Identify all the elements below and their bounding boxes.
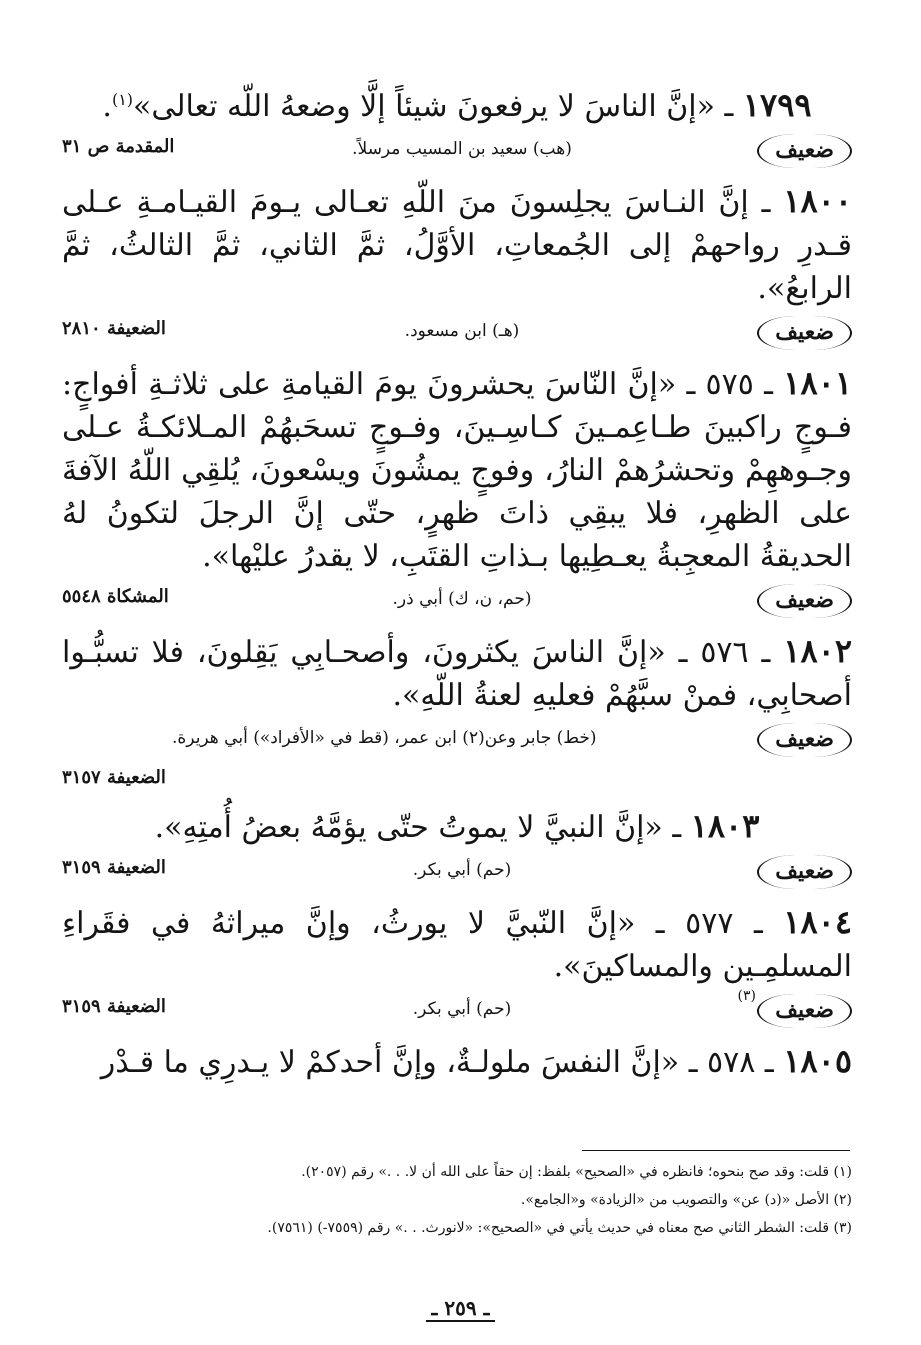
reference: الضعيفة ٢٨١٠ [62,318,166,339]
page-number [0,1296,921,1320]
reference: الضعيفة ٣١٥٩ [62,996,166,1017]
footnote-marker: (١) [111,90,134,109]
separator: ـ [748,635,771,670]
entry-number: ١٨٠٠ [783,182,852,220]
page-body [62,78,852,1084]
footnote-divider [582,1150,850,1151]
source-row [62,134,852,176]
page-number-text: ـ ٢٥٩ ـ [426,1296,496,1322]
reference-row [62,765,852,795]
footnote: (٢) الأصل «(د) عن» والتصويب من «الزيادة» و«الجامع». [520,1192,852,1208]
source-row [62,723,852,765]
hadith-text: ٥٧٦ ـ «إنَّ الناسَ يكثرونَ، وأصحـابِي يَقِلونَ، فلا تسبُّـوا أصحابِي، فمنْ سبَّهُمْ فعليهِ لعنةُ اللّهِ». [62,635,852,713]
hadith-text: ٥٧٧ ـ «إنَّ النّبيَّ لا يورثُ، وإنَّ ميراثهُ في فقَراءِ المسلمِـين والمساكينَ». [62,906,852,984]
reference: المشكاة ٥٥٤٨ [62,586,169,607]
source-row [62,988,852,1036]
hadith-text: ٥٧٥ ـ «إنَّ النّاسَ يحشرونَ يومَ القيامةِ على ثلاثـةِ أفواجٍ: فـوجٍ راكبينَ طـاعِمـينَ كـاسِـينَ، وفـوجٍ تسحَبهُمْ المـلائكـةُ عـلى وجـوههِمْ وتحشرُهمْ النارُ، وفوجٍ يمشُونَ ويسْعونَ، يُلقِي اللّهُ الآفةَ على الظهرِ، فلا يبقِي ذاتَ ظهرٍ، حتّى إنَّ الرجلَ لتكونُ لهُ الحديقةُ المعجِبةُ يعـطِيها بـذاتِ القتَبِ، لا يقدرُ عليْها». [62,367,852,574]
entry-number: ١٨٠٢ [783,632,852,670]
entry-number: ١٨٠٤ [783,903,852,941]
footnote: (٣) قلت: الشطر الثاني صح معناه في حديث يأتي في «الصحيح»: «لانورث. . .» رقم (٧٥٥٩-) (٧٥٦١). [267,1220,852,1236]
entry-number: ١٧٩٩ [742,86,812,124]
footnote: (١) قلت: وقد صح بنحوه؛ فانظره في «الصحيح» بلفظ: إن حقاً على الله أن لا. . .» رقم (٢٠٥٧). [301,1164,852,1180]
hadith-text: «إنَّ الناسَ لا يرفعونَ شيئاً إلَّا وضعهُ اللّه تعالى» [133,89,715,124]
separator: ـ [755,1045,774,1080]
hadith-entry [62,1040,852,1084]
grade-badge: ضعيف [757,723,852,757]
hadith-text: «إنَّ النبيَّ لا يموتُ حتّى يؤمَّهُ بعضُ أُمتِهِ». [154,810,663,845]
entry-number: ١٨٠٥ [783,1042,852,1080]
footnotes [62,1158,852,1242]
separator: ـ [714,89,734,124]
grade-badge: ضعيف [757,584,852,618]
separator: ـ [733,906,763,941]
grade-badge: ضعيف [757,316,852,350]
hadith-sources: (خط) جابر وعن(٢) ابن عمر، (قط في «الأفراد») أبي هريرة. [172,728,597,748]
source-row [62,316,852,358]
hadith-text: ٥٧٨ ـ «إنَّ النفسَ ملولـةٌ، وإنَّ أحدكمْ لا يـدرِي ما قـدْر [100,1045,756,1080]
hadith-text: إنَّ النـاسَ يجلِسونَ منَ اللّهِ تعـالى يـومَ القيـامـةِ عـلى قـدرِ رواحهمْ إلى الجُمعاتِ، الأوَّلُ، ثمَّ الثاني، ثمَّ الثالثُ، ثمَّ الرابعُ». [62,185,852,306]
separator: ـ [753,367,773,402]
entry-number: ١٨٠٣ [690,807,760,845]
reference: الضعيفة ٣١٥٧ [62,767,166,788]
grade-badge: ضعيف [757,134,852,168]
reference: الضعيفة ٣١٥٩ [62,857,166,878]
spacer [62,795,852,805]
grade-badge: ضعيف [757,994,852,1028]
hadith-entry [62,362,852,578]
source-row [62,584,852,626]
hadith-entry: ١٧٩٩ ـ «إنَّ الناسَ لا يرفعونَ شيئاً إلَّا وضعهُ اللّه تعالى»$^{(١)}$. [102,86,812,124]
separator: ـ [662,810,682,845]
hadith-entry [62,901,852,988]
hadith-entry [62,805,852,849]
grade-badge: ضعيف [757,855,852,889]
hadith-sources: (حم) أبي بكر. [412,860,512,880]
hadith-sources: (هـ) ابن مسعود. [404,321,520,341]
footnote-marker: (٣) [737,988,756,1004]
source-row [62,855,852,897]
reference: المقدمة ص ٣١ [62,136,175,157]
hadith-sources: (هب) سعيد بن المسيب مرسلاً. [352,139,572,159]
hadith-sources: (حم، ن، ك) أبي ذر. [392,589,532,609]
hadith-entry [62,180,852,310]
hadith-sources: (حم) أبي بكر. [412,999,512,1019]
hadith-entry [62,630,852,717]
separator: ـ [748,185,771,220]
entry-number: ١٨٠١ [783,364,852,402]
